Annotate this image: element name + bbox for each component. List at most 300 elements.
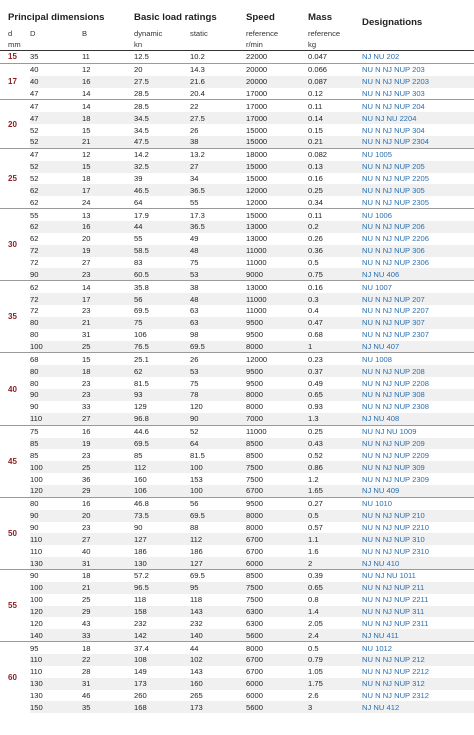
- width-cell: 27: [82, 258, 91, 268]
- reference-speed-cell: 6300: [246, 606, 308, 618]
- width-cell: 14: [82, 89, 91, 98]
- static-load-cell: 63: [190, 306, 199, 316]
- dynamic-load-cell: 17.9: [134, 209, 190, 221]
- static-load-cell: 53: [190, 268, 246, 280]
- outer-diameter-cell: 72: [30, 258, 39, 268]
- outer-diameter-cell: 90: [30, 522, 39, 532]
- designation-cell: NU N NJ NUP 209: [362, 438, 474, 450]
- dynamic-load-cell: 83: [134, 258, 143, 268]
- table-row: [0, 63, 474, 75]
- static-load-cell: 120: [190, 402, 203, 412]
- reference-speed-cell: 11000: [246, 245, 308, 257]
- designation-cell: NU N NJ NUP 210: [362, 510, 474, 522]
- static-load-cell: 143: [190, 667, 203, 677]
- designation-cell: NU N NJ NUP 2308: [362, 402, 429, 412]
- table-row: [0, 401, 474, 413]
- designation-cell: NU N NJ NUP 307: [362, 317, 474, 329]
- outer-diameter-cell: 120: [30, 485, 82, 497]
- table-row: [0, 100, 474, 112]
- outer-diameter-cell: 52: [30, 174, 39, 184]
- reference-speed-cell: 6700: [246, 667, 263, 677]
- reference-speed-cell: 15000: [246, 161, 308, 173]
- table-row: [0, 209, 474, 221]
- designation-cell: NU N NJ NUP 203: [362, 63, 474, 75]
- outer-diameter-cell: 120: [30, 618, 43, 628]
- dynamic-load-cell: 112: [134, 461, 190, 473]
- mass-cell: 0.52: [308, 450, 323, 460]
- reference-speed-cell: 6300: [246, 618, 263, 628]
- static-load-cell: 36.5: [190, 184, 246, 196]
- outer-diameter-cell: 90: [30, 569, 82, 581]
- static-load-cell: 26: [190, 353, 246, 365]
- dynamic-load-cell: 260: [134, 690, 147, 700]
- outer-diameter-cell: 100: [30, 474, 43, 484]
- mass-cell: 1.1: [308, 533, 362, 545]
- outer-diameter-cell: 52: [30, 136, 82, 148]
- designation-cell: NU N NJ NUP 208: [362, 365, 474, 377]
- outer-diameter-cell: 120: [30, 606, 82, 618]
- bore-diameter-cell: 55: [0, 569, 30, 641]
- outer-diameter-cell: 52: [30, 125, 39, 135]
- reference-speed-cell: 18000: [246, 148, 308, 160]
- outer-diameter-cell: 150: [30, 701, 82, 713]
- width-cell: 15: [82, 161, 134, 173]
- dynamic-load-cell: 232: [134, 618, 147, 628]
- mass-cell: 1.6: [308, 546, 319, 556]
- table-row: [0, 245, 474, 257]
- width-cell: 23: [82, 306, 91, 316]
- width-cell: 23: [82, 268, 134, 280]
- dynamic-load-cell: 14.2: [134, 148, 190, 160]
- table-row: [0, 317, 474, 329]
- designation-cell: NU N NJ NUP 2211: [362, 595, 429, 605]
- reference-speed-cell: 6000: [246, 678, 308, 690]
- bore-diameter-cell: 40: [0, 353, 30, 425]
- dynamic-load-cell: 46.8: [134, 497, 190, 509]
- designation-cell: NU N NJ NUP 2309: [362, 474, 429, 484]
- mass-cell: 0.087: [308, 76, 362, 88]
- mass-cell: 1: [308, 341, 362, 353]
- mass-cell: 0.066: [308, 63, 362, 75]
- table-row: [0, 221, 474, 233]
- static-load-cell: 64: [190, 438, 246, 450]
- designation-cell: NJ NU 202: [362, 52, 400, 62]
- mass-cell: 1.3: [308, 413, 362, 425]
- static-load-cell: 17.3: [190, 209, 246, 221]
- outer-diameter-cell: 100: [30, 595, 43, 605]
- mass-cell: 0.15: [308, 125, 323, 135]
- outer-diameter-cell: 110: [30, 654, 82, 666]
- bearing-dimensions-table: [0, 6, 474, 713]
- designation-cell: NJ NU 408: [362, 413, 474, 425]
- static-load-cell: 69.5: [190, 569, 246, 581]
- reference-speed-cell: 13000: [246, 221, 308, 233]
- reference-speed-cell: 6700: [246, 485, 308, 497]
- mass-cell: 0.34: [308, 197, 323, 207]
- designation-cell: NU N NJ NUP 2208: [362, 378, 429, 388]
- width-cell: 11: [82, 52, 90, 62]
- table-row: [0, 569, 474, 581]
- dynamic-load-cell: 129: [134, 402, 147, 412]
- designation-cell: NU 1008: [362, 353, 474, 365]
- table-row: [0, 678, 474, 690]
- table-row: [0, 522, 474, 534]
- dynamic-load-cell: 81.5: [134, 378, 149, 388]
- static-load-cell: 27: [190, 161, 246, 173]
- reference-speed-cell: 13000: [246, 234, 268, 244]
- static-load-cell: 75: [190, 378, 199, 388]
- width-cell: 43: [82, 618, 91, 628]
- table-row: [0, 353, 474, 365]
- col-width-label: B: [82, 29, 88, 38]
- table-row: [0, 293, 474, 305]
- table-row: [0, 341, 474, 353]
- mass-cell: 3: [308, 701, 362, 713]
- designation-cell: NU N NJ NUP 2207: [362, 306, 429, 316]
- bore-diameter-cell: 25: [0, 148, 30, 208]
- outer-diameter-cell: 90: [30, 510, 82, 522]
- dynamic-load-cell: 55: [134, 234, 143, 244]
- width-cell: 31: [82, 557, 134, 569]
- reference-speed-cell: 17000: [246, 100, 308, 112]
- outer-diameter-cell: 62: [30, 221, 82, 233]
- static-load-cell: 52: [190, 425, 246, 437]
- width-cell: 46: [82, 690, 91, 700]
- dynamic-load-cell: 76.5: [134, 341, 190, 353]
- designation-cell: NU N NJ NUP 308: [362, 389, 474, 401]
- outer-diameter-cell: 68: [30, 353, 82, 365]
- mass-cell: 0.49: [308, 378, 323, 388]
- width-cell: 19: [82, 438, 134, 450]
- bore-diameter-cell: 30: [0, 209, 30, 281]
- static-load-cell: 55: [190, 197, 199, 207]
- mass-cell: 0.8: [308, 595, 319, 605]
- designation-cell: NU N NJ NUP 312: [362, 678, 474, 690]
- width-cell: 23: [82, 378, 91, 388]
- outer-diameter-cell: 72: [30, 306, 39, 316]
- width-cell: 19: [82, 245, 134, 257]
- outer-diameter-cell: 35: [30, 52, 39, 62]
- width-cell: 29: [82, 606, 134, 618]
- reference-speed-cell: 15000: [246, 174, 268, 184]
- dynamic-load-cell: 85: [134, 450, 143, 460]
- mass-cell: 0.86: [308, 461, 362, 473]
- bore-diameter-cell: 50: [0, 497, 30, 569]
- static-load-cell: 13.2: [190, 148, 246, 160]
- width-cell: 23: [82, 522, 91, 532]
- outer-diameter-cell: 47: [30, 148, 82, 160]
- outer-diameter-cell: 80: [30, 317, 82, 329]
- static-load-cell: 232: [190, 618, 203, 628]
- outer-diameter-cell: 62: [30, 281, 82, 293]
- designation-cell: NU N NJ NUP 2307: [362, 330, 429, 340]
- static-load-cell: 95: [190, 582, 246, 594]
- outer-diameter-cell: 47: [30, 100, 82, 112]
- outer-diameter-cell: 110: [30, 533, 82, 545]
- static-load-cell: 140: [190, 629, 246, 641]
- mass-cell: 0.047: [308, 52, 328, 62]
- width-cell: 40: [82, 546, 91, 556]
- outer-diameter-cell: 80: [30, 378, 39, 388]
- table-row: [0, 257, 474, 269]
- table-row: [0, 51, 474, 64]
- dynamic-load-cell: 106: [134, 485, 190, 497]
- width-cell: 18: [82, 642, 134, 654]
- table-row: [0, 485, 474, 497]
- table-row: [0, 233, 474, 245]
- outer-diameter-cell: 75: [30, 425, 82, 437]
- reference-speed-cell: 7500: [246, 582, 308, 594]
- width-cell: 27: [82, 413, 134, 425]
- outer-diameter-cell: 90: [30, 389, 82, 401]
- reference-speed-cell: 7000: [246, 413, 308, 425]
- static-load-cell: 88: [190, 522, 199, 532]
- static-load-cell: 26: [190, 125, 199, 135]
- dynamic-load-cell: 127: [134, 533, 190, 545]
- reference-speed-cell: 20000: [246, 76, 308, 88]
- dynamic-load-cell: 64: [134, 197, 143, 207]
- static-load-cell: 112: [190, 533, 246, 545]
- table-row: [0, 642, 474, 654]
- static-load-cell: 69.5: [190, 341, 246, 353]
- table-row: [0, 281, 474, 293]
- table-row: [0, 617, 474, 629]
- reference-speed-cell: 9000: [246, 268, 308, 280]
- designation-cell: NU N NJ NUP 311: [362, 606, 474, 618]
- mass-cell: 0.21: [308, 136, 362, 148]
- mass-cell: 0.11: [308, 209, 362, 221]
- col-static-label: static: [190, 29, 208, 38]
- static-load-cell: 63: [190, 317, 246, 329]
- designation-cell: NU N NJ NUP 2206: [362, 234, 429, 244]
- static-load-cell: 100: [190, 461, 246, 473]
- mass-cell: 0.68: [308, 330, 323, 340]
- mass-cell: 0.47: [308, 317, 362, 329]
- dynamic-load-cell: 90: [134, 522, 143, 532]
- designation-cell: NU N NJ NUP 2210: [362, 522, 429, 532]
- principal-dimensions-heading: Principal dimensions: [8, 11, 105, 23]
- dynamic-load-cell: 60.5: [134, 268, 190, 280]
- dynamic-load-cell: 173: [134, 678, 190, 690]
- designation-cell: NJ NU 407: [362, 341, 474, 353]
- outer-diameter-cell: 110: [30, 413, 82, 425]
- designation-cell: NU N NJ NUP 2203: [362, 76, 474, 88]
- static-load-cell: 69.5: [190, 510, 246, 522]
- reference-speed-cell: 22000: [246, 52, 268, 62]
- dynamic-load-cell: 37.4: [134, 642, 190, 654]
- width-cell: 24: [82, 197, 91, 207]
- width-cell: 36: [82, 474, 91, 484]
- table-row: [0, 449, 474, 461]
- designation-cell: NU N NJ NUP 2306: [362, 258, 429, 268]
- reference-speed-cell: 8000: [246, 402, 263, 412]
- mass-cell: 0.39: [308, 569, 362, 581]
- dynamic-load-cell: 73.5: [134, 510, 190, 522]
- table-row: [0, 594, 474, 606]
- table-row: [0, 582, 474, 594]
- designation-cell: NJ NU 411: [362, 629, 474, 641]
- dynamic-load-cell: 25.1: [134, 353, 190, 365]
- mass-cell: 0.43: [308, 438, 362, 450]
- reference-speed-cell: 9500: [246, 330, 263, 340]
- designation-cell: NU N NJ NUP 2310: [362, 546, 429, 556]
- dynamic-load-cell: 27.5: [134, 76, 190, 88]
- static-load-cell: 118: [190, 595, 203, 605]
- width-cell: 25: [82, 461, 134, 473]
- mass-cell: 0.11: [308, 100, 362, 112]
- static-load-cell: 100: [190, 485, 246, 497]
- designation-cell: NU 1006: [362, 209, 474, 221]
- reference-speed-cell: 6000: [246, 690, 263, 700]
- outer-diameter-cell: 100: [30, 582, 82, 594]
- dynamic-load-cell: 186: [134, 546, 147, 556]
- table-row: [0, 112, 474, 124]
- designation-cell: NU N NJ NUP 304: [362, 125, 425, 135]
- designation-cell: NJ NU 410: [362, 557, 474, 569]
- table-body: [0, 51, 474, 714]
- reference-speed-cell: 8000: [246, 389, 308, 401]
- width-cell: 28: [82, 667, 91, 677]
- outer-diameter-cell: 72: [30, 293, 82, 305]
- dynamic-load-cell: 32.5: [134, 161, 190, 173]
- mass-cell: 2: [308, 557, 362, 569]
- table-row: [0, 173, 474, 185]
- reference-speed-cell: 8500: [246, 569, 308, 581]
- static-load-cell: 34: [190, 174, 199, 184]
- reference-speed-cell: 12000: [246, 197, 268, 207]
- outer-diameter-cell: 85: [30, 438, 82, 450]
- col-mass-reference-label: reference: [308, 29, 341, 38]
- outer-diameter-cell: 62: [30, 234, 39, 244]
- outer-diameter-cell: 130: [30, 690, 43, 700]
- mass-cell: 0.26: [308, 234, 323, 244]
- dynamic-load-cell: 34.5: [134, 112, 190, 124]
- table-row: [0, 690, 474, 702]
- table-row: [0, 268, 474, 280]
- dynamic-load-cell: 168: [134, 701, 190, 713]
- table-row: [0, 510, 474, 522]
- unit-mm: mm: [8, 40, 21, 49]
- basic-load-ratings-heading: Basic load ratings: [134, 11, 217, 23]
- static-load-cell: 48: [190, 245, 246, 257]
- dynamic-load-cell: 46.5: [134, 184, 190, 196]
- table-row: [0, 184, 474, 196]
- table-row: [0, 557, 474, 569]
- reference-speed-cell: 11000: [246, 258, 267, 268]
- mass-cell: 2.05: [308, 618, 323, 628]
- mass-heading: Mass: [308, 11, 333, 23]
- mass-cell: 0.14: [308, 112, 362, 124]
- reference-speed-cell: 11000: [246, 425, 308, 437]
- width-cell: 18: [82, 174, 91, 184]
- table-row: [0, 196, 474, 208]
- outer-diameter-cell: 90: [30, 402, 39, 412]
- designation-cell: NU N NJ NUP 309: [362, 461, 474, 473]
- table-row: [0, 148, 474, 160]
- reference-speed-cell: 11000: [246, 293, 308, 305]
- dynamic-load-cell: 47.5: [134, 136, 190, 148]
- width-cell: 16: [82, 425, 134, 437]
- dynamic-load-cell: 39: [134, 174, 143, 184]
- reference-speed-cell: 9500: [246, 378, 263, 388]
- designation-cell: NU N NJ NUP 211: [362, 582, 474, 594]
- mass-cell: 2.6: [308, 690, 319, 700]
- reference-speed-cell: 8000: [246, 642, 308, 654]
- outer-diameter-cell: 90: [30, 268, 82, 280]
- outer-diameter-cell: 62: [30, 184, 82, 196]
- table-row: [0, 425, 474, 437]
- width-cell: 16: [82, 76, 134, 88]
- mass-cell: 0.25: [308, 425, 362, 437]
- designation-cell: NJ NU 406: [362, 268, 474, 280]
- reference-speed-cell: 17000: [246, 112, 308, 124]
- designation-cell: NU N NJ NUP 2305: [362, 197, 429, 207]
- static-load-cell: 153: [190, 474, 203, 484]
- outer-diameter-cell: 130: [30, 557, 82, 569]
- mass-cell: 0.3: [308, 293, 362, 305]
- mass-cell: 1.05: [308, 667, 323, 677]
- table-row: [0, 377, 474, 389]
- dynamic-load-cell: 28.5: [134, 89, 149, 98]
- designation-cell: NU N NJ NUP 205: [362, 161, 474, 173]
- outer-diameter-cell: 62: [30, 197, 39, 207]
- bore-diameter-cell: 45: [0, 425, 30, 497]
- unit-kn: kn: [134, 40, 143, 49]
- dynamic-load-cell: 108: [134, 654, 190, 666]
- static-load-cell: 102: [190, 654, 246, 666]
- outer-diameter-cell: 40: [30, 63, 82, 75]
- table-row: [0, 545, 474, 557]
- reference-speed-cell: 6700: [246, 533, 308, 545]
- designation-cell: NU N NJ NUP 2304: [362, 136, 474, 148]
- dynamic-load-cell: 160: [134, 474, 147, 484]
- mass-cell: 0.65: [308, 389, 362, 401]
- designation-cell: NU 1007: [362, 281, 474, 293]
- unit-rmin: r/min: [246, 40, 263, 49]
- table-row: [0, 76, 474, 88]
- static-load-cell: 14.3: [190, 63, 246, 75]
- reference-speed-cell: 8500: [246, 450, 263, 460]
- width-cell: 23: [82, 450, 91, 460]
- col-dynamic-label: dynamic: [134, 29, 163, 38]
- static-load-cell: 48: [190, 293, 246, 305]
- reference-speed-cell: 15000: [246, 136, 308, 148]
- reference-speed-cell: 6700: [246, 546, 263, 556]
- width-cell: 35: [82, 701, 134, 713]
- dynamic-load-cell: 62: [134, 365, 190, 377]
- width-cell: 17: [82, 293, 134, 305]
- dynamic-load-cell: 20: [134, 63, 190, 75]
- outer-diameter-cell: 130: [30, 678, 82, 690]
- outer-diameter-cell: 110: [30, 546, 43, 556]
- designations-heading: Designations: [362, 17, 423, 28]
- mass-cell: 0.4: [308, 306, 319, 316]
- mass-cell: 0.5: [308, 510, 362, 522]
- mass-cell: 0.79: [308, 654, 362, 666]
- designation-cell: NU NJ NU 2204: [362, 112, 474, 124]
- width-cell: 25: [82, 341, 134, 353]
- dynamic-load-cell: 96.5: [134, 582, 190, 594]
- mass-cell: 1.4: [308, 606, 362, 618]
- mass-cell: 1.65: [308, 485, 362, 497]
- reference-speed-cell: 15000: [246, 209, 308, 221]
- dynamic-load-cell: 28.5: [134, 100, 190, 112]
- dynamic-load-cell: 130: [134, 557, 190, 569]
- bore-diameter-cell: 35: [0, 281, 30, 353]
- reference-speed-cell: 13000: [246, 281, 308, 293]
- reference-speed-cell: 8000: [246, 341, 308, 353]
- dynamic-load-cell: 12.5: [134, 52, 149, 62]
